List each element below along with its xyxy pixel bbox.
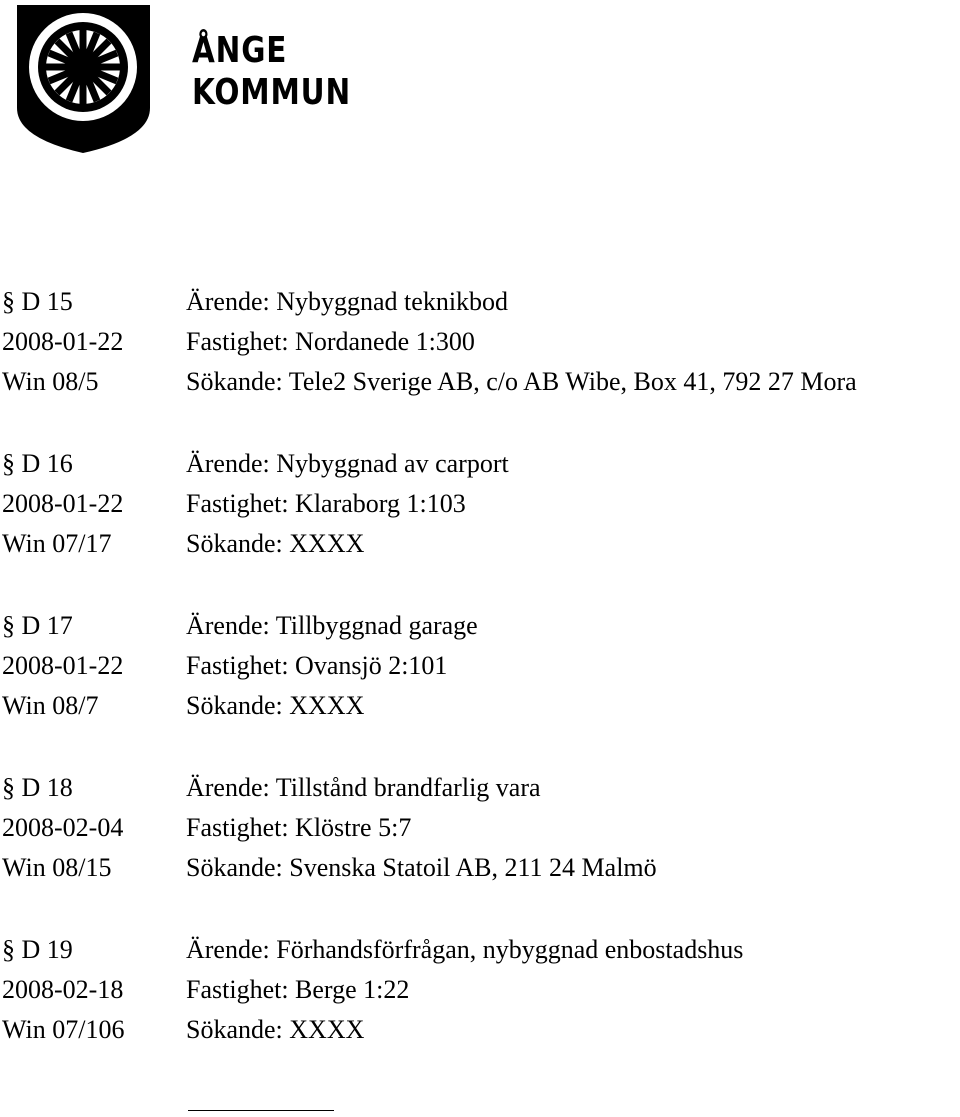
entry-line	[2, 930, 958, 970]
entry-line	[2, 484, 958, 524]
sokande-text: Sökande: XXXX	[186, 691, 365, 720]
paragraph-number: § D 19	[2, 935, 73, 964]
paragraph-number: § D 18	[2, 773, 73, 802]
decision-date: 2008-01-22	[2, 489, 124, 518]
fastighet-text: Fastighet: Klaraborg 1:103	[186, 489, 466, 518]
footnote-divider	[188, 1110, 334, 1111]
entry-line	[2, 362, 958, 402]
entry-line	[2, 322, 958, 362]
decision-list	[2, 282, 958, 1092]
arende-text: Ärende: Förhandsförfrågan, nybyggnad enbostadshus	[186, 935, 744, 964]
entry-line	[2, 848, 958, 888]
entry-line	[2, 444, 958, 484]
entry-line	[2, 282, 958, 322]
decision-entry-d15	[2, 282, 958, 402]
logo-text	[192, 30, 351, 114]
decision-entry-d18	[2, 768, 958, 888]
logo-line-1: ÅNGE	[192, 30, 288, 71]
arende-text: Ärende: Tillbyggnad garage	[186, 611, 478, 640]
case-reference: Win 07/106	[2, 1015, 125, 1044]
wheel-shield-icon	[12, 0, 162, 158]
sokande-text: Sökande: XXXX	[186, 529, 365, 558]
fastighet-text: Fastighet: Klöstre 5:7	[186, 813, 412, 842]
entry-line	[2, 646, 958, 686]
entry-line	[2, 1010, 958, 1050]
municipality-logo	[12, 0, 352, 160]
entry-line	[2, 524, 958, 564]
case-reference: Win 07/17	[2, 529, 112, 558]
fastighet-text: Fastighet: Nordanede 1:300	[186, 327, 475, 356]
case-reference: Win 08/15	[2, 853, 112, 882]
decision-date: 2008-01-22	[2, 651, 124, 680]
decision-date: 2008-02-04	[2, 813, 124, 842]
decision-date: 2008-01-22	[2, 327, 124, 356]
logo-line-2: KOMMUN	[192, 72, 352, 113]
paragraph-number: § D 15	[2, 287, 73, 316]
entry-line	[2, 970, 958, 1010]
case-reference: Win 08/7	[2, 691, 99, 720]
paragraph-number: § D 17	[2, 611, 73, 640]
entry-line	[2, 606, 958, 646]
arende-text: Ärende: Nybyggnad teknikbod	[186, 287, 509, 316]
decision-entry-d19	[2, 930, 958, 1050]
entry-line	[2, 808, 958, 848]
entry-line	[2, 686, 958, 726]
decision-entry-d17	[2, 606, 958, 726]
fastighet-text: Fastighet: Ovansjö 2:101	[186, 651, 448, 680]
arende-text: Ärende: Nybyggnad av carport	[186, 449, 509, 478]
sokande-text: Sökande: XXXX	[186, 1015, 365, 1044]
entry-line	[2, 768, 958, 808]
paragraph-number: § D 16	[2, 449, 73, 478]
case-reference: Win 08/5	[2, 367, 99, 396]
sokande-text: Sökande: Tele2 Sverige AB, c/o AB Wibe, Box 41, 792 27 Mora	[186, 367, 857, 396]
arende-text: Ärende: Tillstånd brandfarlig vara	[186, 773, 541, 802]
fastighet-text: Fastighet: Berge 1:22	[186, 975, 410, 1004]
decision-date: 2008-02-18	[2, 975, 124, 1004]
decision-entry-d16	[2, 444, 958, 564]
sokande-text: Sökande: Svenska Statoil AB, 211 24 Malmö	[186, 853, 657, 882]
